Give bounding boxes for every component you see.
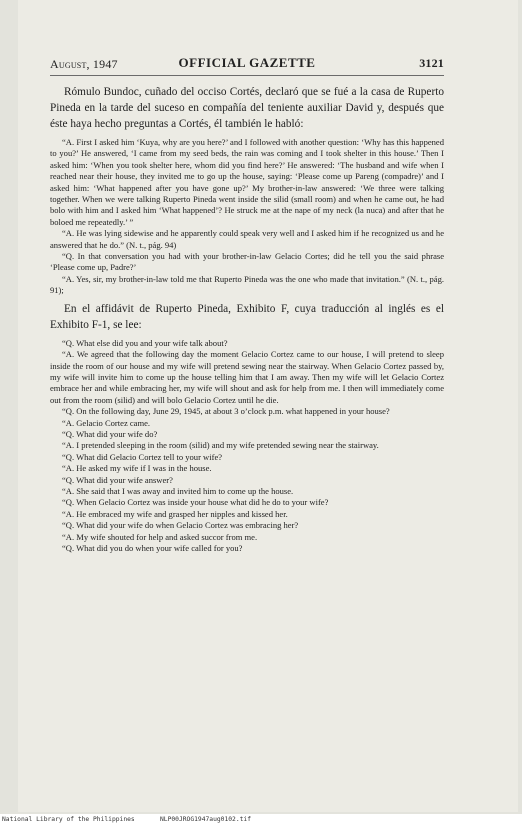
affidavit-line: “Q. On the following day, June 29, 1945, at about 3 o’clock p.m. what happened in your house? <box>62 406 390 417</box>
testimony-paragraph: “A. Yes, sir, my brother-in-law told me that Ruperto Pineda was the one who made that invitation.” (N. t., pág. 91); <box>50 273 444 296</box>
document-body <box>50 84 444 554</box>
affidavit-line: “Q. What did Gelacio Cortez tell to your wife? <box>62 451 223 462</box>
affidavit-line: “Q. When Gelacio Cortez was inside your house what did he do to your wife? <box>62 497 329 508</box>
testimony-paragraph: “A. First I asked him ‘Kuya, why are you here?’ and I followed with another question: ‘Why has this happened to you?’ He answered, ‘I came from my seed beds, the rain was coming and I took shelter in this house.’ Then I asked him: ‘When you took shelter here, whom did you find here?’ He answered: ‘The husband and wife when I reached near their house, they invited me to go up the house, saying: ‘Please come up Pareng (compadre)’ and I asked him: ‘What happened after you have gone up?’ My brother-in-law answered: ‘We three were talking together. When we were talking Ruperto Pineda went inside the silid (small room) and when he came out, he had bolo with him and I asked him ‘What happened’? He struck me at the nape of my neck (la nuca) and after that he boloed me repeatedly.’ ” <box>50 137 444 227</box>
affidavit-line: “A. I pretended sleeping in the room (silid) and my wife pretended sewing near the stairway. <box>62 440 379 451</box>
header-rule <box>50 75 444 76</box>
paragraph-narrative: En el affidávit de Ruperto Pineda, Exhibito F, cuya traducción al inglés es el Exhibito F-1, se lee: <box>50 302 444 331</box>
affidavit-line: “A. She said that I was away and invited him to come up the house. <box>62 485 294 496</box>
header-date: August, 1947 <box>50 57 118 71</box>
footer-filename: NLP00JROG1947aug0102.tif <box>160 816 251 823</box>
affidavit-line: “Q. What did your wife do when Gelacio Cortez was embracing her? <box>62 520 299 531</box>
footer-library: National Library of the Philippines <box>2 816 135 823</box>
affidavit-line: “A. Gelacio Cortez came. <box>62 417 151 428</box>
affidavit-line: “Q. What did you do when your wife called for you? <box>62 543 243 553</box>
affidavit-line: “A. We agreed that the following day the moment Gelacio Cortez came to our house, I will pretend to sleep inside the room of our house and my wife will pretend sewing near the stairway. When Gelacio Cortez passed by, my wife will invite him to come up the house telling him that I am away. Then my wife will let Gelacio Cortez embrace her and while embracing her, my wife will shout and ask for help from me. I then will immediately come out from the room (silid) and will bolo Gelacio Cortez until he die. <box>50 349 444 405</box>
affidavit-line: “Q. What did your wife do? <box>62 428 158 439</box>
affidavit-line: “Q. What else did you and your wife talk about? <box>62 337 228 348</box>
testimony-paragraph: “A. He was lying sidewise and he apparently could speak very well and I asked him if he recognized us and he answered that he do.” (N. t., pág. 94) <box>50 228 444 250</box>
affidavit-line: “Q. What did your wife answer? <box>62 474 173 485</box>
testimony-paragraph: “Q. In that conversation you had with your brother-in-law Gelacio Cortes; did he tell you the said phrase ‘Please come up, Padre?’ <box>50 251 444 273</box>
page-header <box>50 55 444 73</box>
affidavit-line: “A. He asked my wife if I was in the house. <box>62 463 212 474</box>
page-number: 3121 <box>419 56 444 70</box>
affidavit-line: “A. He embraced my wife and grasped her nipples and kissed her. <box>62 508 288 519</box>
affidavit-line: “A. My wife shouted for help and asked succor from me. <box>62 531 258 542</box>
header-title: OFFICIAL GAZETTE <box>178 55 316 70</box>
paragraph-narrative: Rómulo Bundoc, cuñado del occiso Cortés, declaró que se fué a la casa de Ruperto Pineda en la tarde del suceso en compañía del teniente auxiliar David y, después que éste haya hecho preguntas a Cortés, él también le habló: <box>50 86 444 130</box>
scan-footer <box>0 814 522 825</box>
